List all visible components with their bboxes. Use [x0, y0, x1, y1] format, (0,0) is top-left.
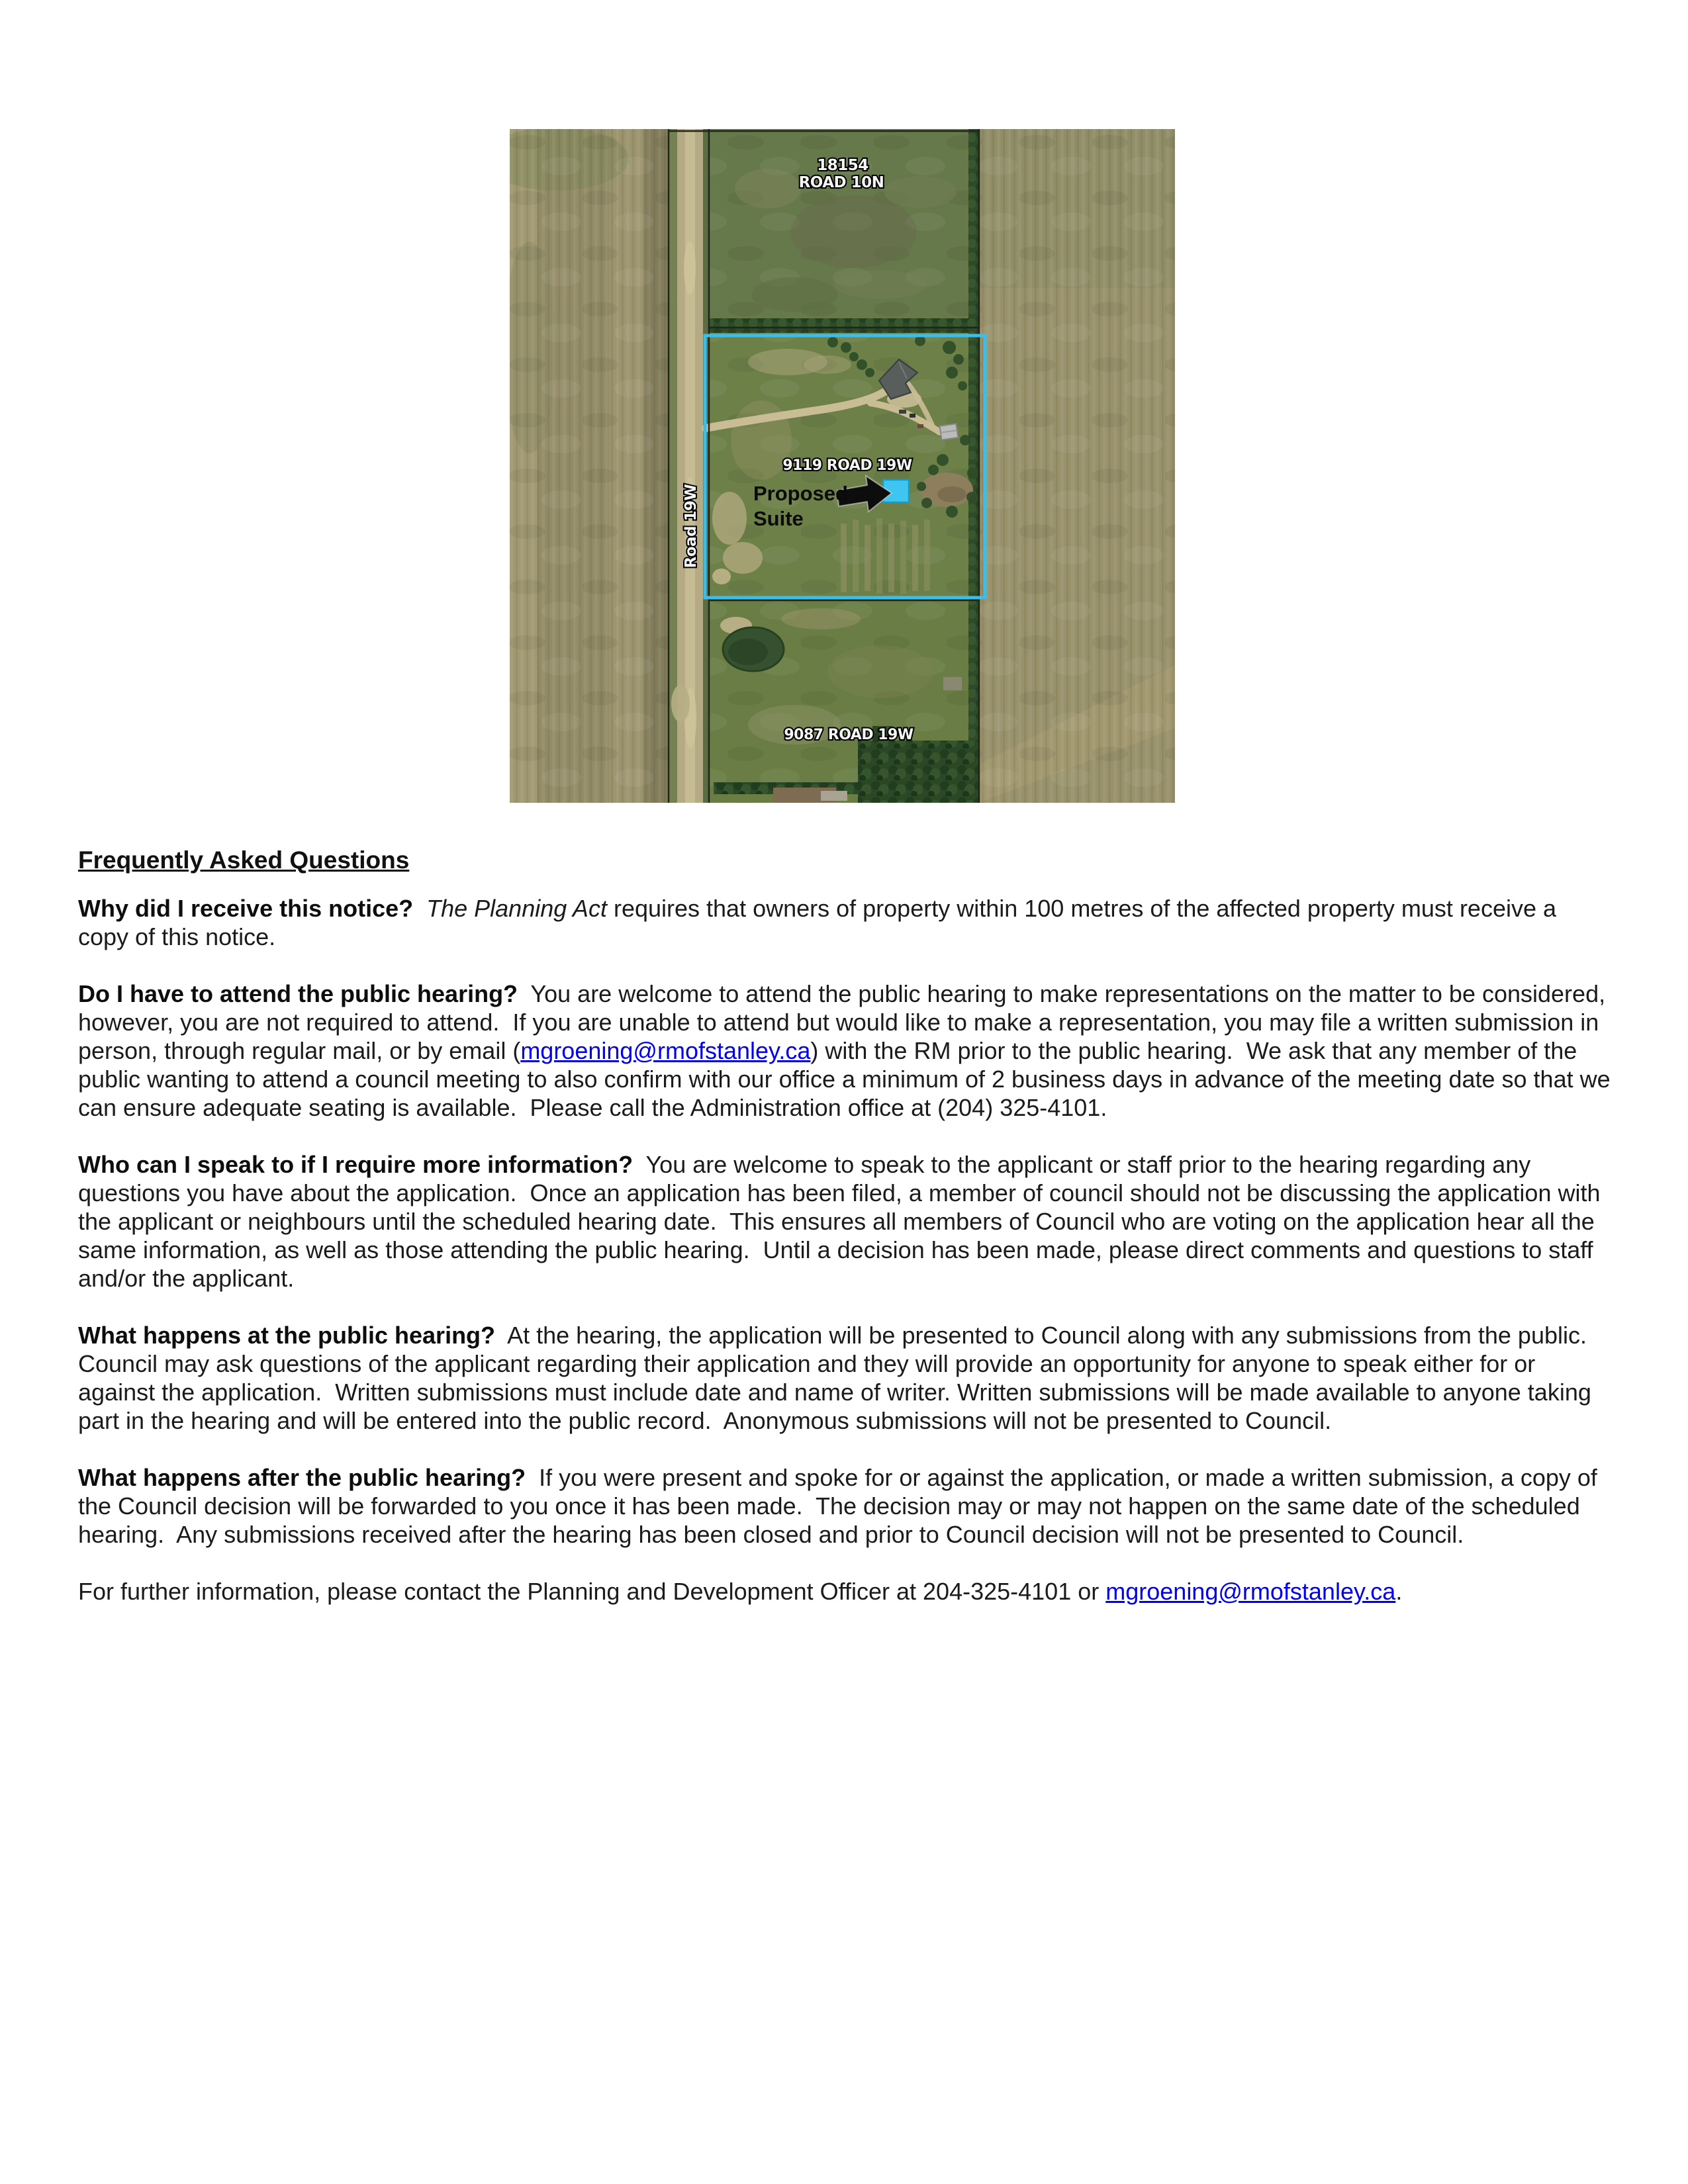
- planning-act-reference: The Planning Act: [413, 895, 607, 922]
- aerial-map-svg: [510, 129, 1175, 803]
- tree-grove: [858, 741, 979, 803]
- faq-q1-body: requires that owners of property within 100 metres of the affected property must receive a copy of this notice.: [78, 895, 1564, 950]
- faq-heading: Frequently Asked Questions: [78, 846, 410, 874]
- north-parcel-address-line2: ROAD 10N: [798, 174, 884, 191]
- faq-q2-body-after-link: ) with the RM prior to the public hearing. We ask that any member of the public wanting to attend a council meeting to also confirm with our office a minimum of 2 business days in advance of the meeting date so that we can ensure adequate seating is available. Please call the Administration office at (204) 325-4101.: [78, 1037, 1617, 1121]
- faq-q3-question: Who can I speak to if I require more information?: [78, 1151, 633, 1178]
- faq-q1-paragraph: [78, 894, 1611, 951]
- road-name-label: Road 19W: [682, 484, 700, 569]
- proposed-suite-caption-line2: Suite: [753, 507, 804, 530]
- subject-parcel-address-label: 9119 ROAD 19W: [782, 457, 912, 474]
- faq-q2-body-before-link: You are welcome to attend the public hearing to make representations on the matter to be considered, however, you are not required to attend. If you are unable to attend but would like to make a representation, you may file a written submission in person, through regular mail, or by email (: [78, 980, 1613, 1064]
- gravel-patch-shade: [937, 486, 966, 502]
- email-link-footer[interactable]: mgroening@rmofstanley.ca: [1105, 1578, 1396, 1605]
- faq-q5-paragraph: [78, 1463, 1611, 1549]
- north-parcel-address-line1: 18154: [817, 157, 868, 174]
- faq-q5-question: What happens after the public hearing?: [78, 1464, 526, 1491]
- faq-q4-question: What happens at the public hearing?: [78, 1322, 496, 1349]
- faq-q3-body: You are welcome to speak to the applicant or staff prior to the hearing regarding any questions you have about the application. Once an application has been filed, a member of council should not be discussing the application with the applicant or neighbours until the scheduled hearing date. This ensures all members of Council who are voting on the application hear all the same information, as well as those attending the public hearing. Until a decision has been made, please direct comments and questions to staff and/or the applicant.: [78, 1151, 1607, 1292]
- faq-q1-question: Why did I receive this notice?: [78, 895, 414, 922]
- faq-section: [78, 846, 1617, 1634]
- south-parcel-address-label: 9087 ROAD 19W: [784, 727, 914, 743]
- faq-q4-body: At the hearing, the application will be presented to Council along with any submissions from the public. Council may ask questions of the applicant regarding their application and they will provide an opportunity for anyone to speak either for or against the application. Written submissions must include date and name of writer. Written submissions will be made available to anyone taking part in the hearing and will be entered into the public record. Anonymous submissions will not be presented to Council.: [78, 1322, 1600, 1434]
- proposed-suite-caption-line1: Proposed: [753, 482, 848, 505]
- faq-q2-paragraph: [78, 979, 1617, 1122]
- faq-q5-body: If you were present and spoke for or against the application, or made a written submission, a copy of the Council decision will be forwarded to you once it has been made. The decision may or may not happen on the same date of the scheduled hearing. Any submissions received after the hearing has been closed and prior to Council decision will not be presented to Council.: [78, 1464, 1604, 1548]
- contact-footer-paragraph: [78, 1577, 1611, 1606]
- faq-q2-question: Do I have to attend the public hearing?: [78, 980, 518, 1007]
- faq-q3-paragraph: [78, 1150, 1611, 1293]
- site-aerial-map: [510, 129, 1175, 803]
- faq-q4-paragraph: [78, 1321, 1611, 1435]
- road-19w: [669, 129, 709, 803]
- shed: [940, 424, 959, 439]
- email-link[interactable]: mgroening@rmofstanley.ca: [520, 1037, 811, 1064]
- tree-line-east: [968, 129, 979, 803]
- contact-footer-period: .: [1395, 1578, 1403, 1605]
- contact-footer-text: For further information, please contact the Planning and Development Officer at 204-325-4101 or: [78, 1578, 1106, 1605]
